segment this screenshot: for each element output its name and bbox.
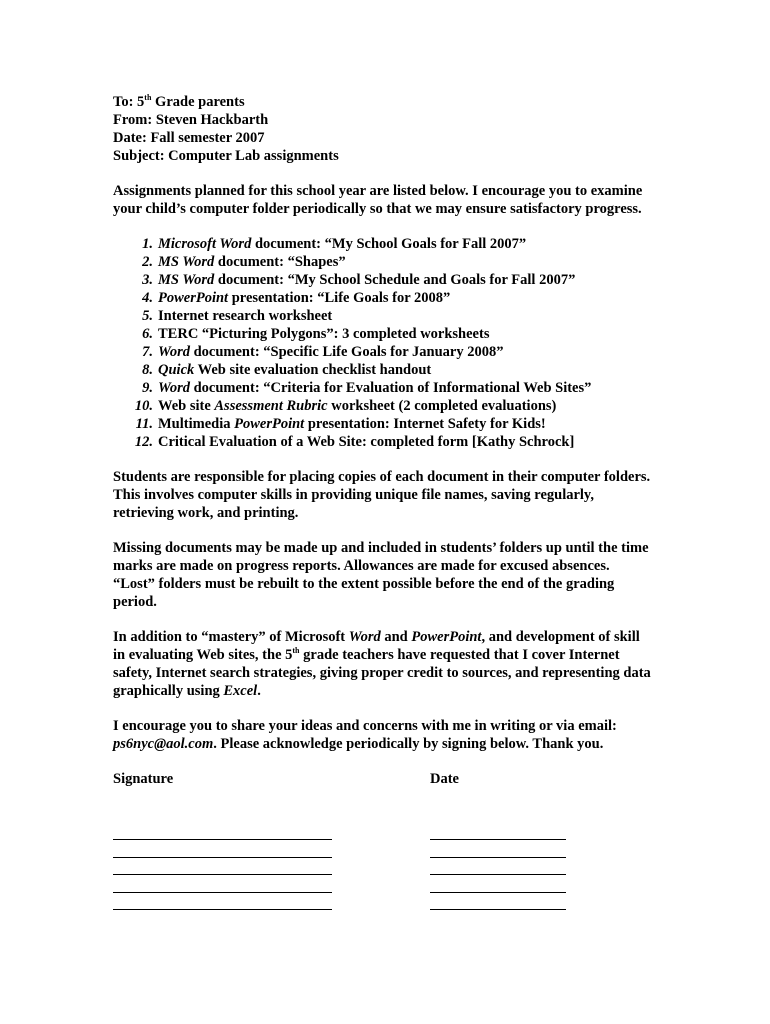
assignment-number: 6. xyxy=(142,326,153,342)
assignment-number: 11. xyxy=(135,416,153,432)
signature-row xyxy=(113,857,573,875)
assignment-item: 3. MS Word document: “My School Schedule and Goals for Fall 2007” xyxy=(113,271,653,289)
assignment-number: 7. xyxy=(142,344,153,360)
mastery-paragraph: In addition to “mastery” of Microsoft Word and PowerPoint, and development of skill in evaluating Web sites, the 5th grade teachers have requested that I cover Internet safety, Internet search strategies, giving proper credit to sources, and representing data graphically using Excel. xyxy=(113,629,651,699)
memo-content xyxy=(113,93,653,788)
signature-row xyxy=(113,839,573,857)
date-blank-line xyxy=(430,839,566,840)
assignment-number: 10. xyxy=(134,398,153,414)
assignment-item: 2. MS Word document: “Shapes” xyxy=(113,253,653,271)
assignment-number: 2. xyxy=(142,254,153,270)
signature-blank-line xyxy=(113,909,332,910)
assignment-item: 10. Web site Assessment Rubric worksheet (2 completed evaluations) xyxy=(113,397,653,415)
date-line: Date: Fall semester 2007 xyxy=(113,130,265,146)
missing-documents-paragraph: Missing documents may be made up and included in students’ folders up until the time marks are made on progress reports. Allowances are made for excused absences. “Lost” folders must be rebuilt to the extent possible before the end of the grading period. xyxy=(113,540,649,610)
email-address: ps6nyc@aol.com xyxy=(113,736,214,752)
date-blank-line xyxy=(430,892,566,893)
assignment-number: 12. xyxy=(134,434,153,450)
signature-blank-line xyxy=(113,839,332,840)
intro-paragraph: Assignments planned for this school year are listed below. I encourage you to examine your child’s computer folder periodically so that we may ensure satisfactory progress. xyxy=(113,183,643,217)
assignment-list xyxy=(113,235,653,451)
assignment-number: 1. xyxy=(142,236,153,252)
signature-row xyxy=(113,892,573,910)
assignment-item: 1. Microsoft Word document: “My School Goals for Fall 2007” xyxy=(113,235,653,253)
signature-blank-line xyxy=(113,892,332,893)
responsibility-paragraph: Students are responsible for placing copies of each document in their computer folders. This involves computer skills in providing unique file names, saving regularly, retrieving work, and printing. xyxy=(113,469,651,521)
date-blank-line xyxy=(430,857,566,858)
assignment-item: 5. Internet research worksheet xyxy=(113,307,653,325)
assignment-number: 8. xyxy=(142,362,153,378)
to-line: To: 5th Grade parents xyxy=(113,93,245,110)
assignment-item: 9. Word document: “Criteria for Evaluation of Informational Web Sites” xyxy=(113,379,653,397)
date-blank-line xyxy=(430,874,566,875)
from-line: From: Steven Hackbarth xyxy=(113,112,269,128)
assignment-item: 6. TERC “Picturing Polygons”: 3 completed worksheets xyxy=(113,325,653,343)
assignment-item: 12. Critical Evaluation of a Web Site: completed form [Kathy Schrock] xyxy=(113,433,653,451)
signature-header-row xyxy=(113,770,653,788)
signature-lines xyxy=(113,839,573,927)
subject-line: Subject: Computer Lab assignments xyxy=(113,148,339,164)
assignment-item: 11. Multimedia PowerPoint presentation: Internet Safety for Kids! xyxy=(113,415,653,433)
assignment-number: 5. xyxy=(142,308,153,324)
assignment-number: 3. xyxy=(142,272,153,288)
assignment-number: 4. xyxy=(142,290,153,306)
signature-blank-line xyxy=(113,874,332,875)
assignment-item: 4. PowerPoint presentation: “Life Goals for 2008” xyxy=(113,289,653,307)
date-label: Date xyxy=(430,771,459,787)
signature-row xyxy=(113,909,573,927)
contact-paragraph: I encourage you to share your ideas and concerns with me in writing or via email: ps6nyc@aol.com. Please acknowledge periodically by signing below. Thank you. xyxy=(113,718,617,752)
assignment-number: 9. xyxy=(142,380,153,396)
date-blank-line xyxy=(430,909,566,910)
assignment-item: 8. Quick Web site evaluation checklist handout xyxy=(113,361,653,379)
signature-label: Signature xyxy=(113,771,174,787)
signature-row xyxy=(113,874,573,892)
signature-blank-line xyxy=(113,857,332,858)
assignment-item: 7. Word document: “Specific Life Goals for January 2008” xyxy=(113,343,653,361)
